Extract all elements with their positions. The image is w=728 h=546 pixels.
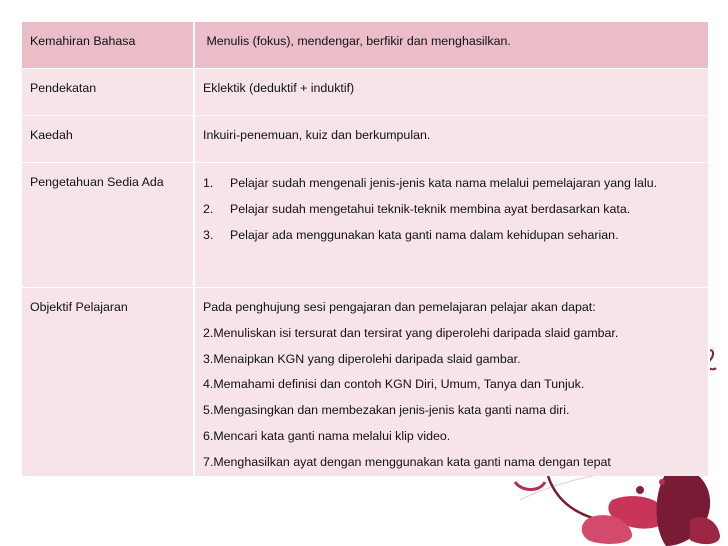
row-label-kemahiran-bahasa: Kemahiran Bahasa	[22, 22, 195, 69]
prior-knowledge-list	[203, 170, 700, 248]
lesson-plan-table	[22, 22, 710, 476]
list-number: 2.	[203, 202, 214, 216]
list-number: 1.	[203, 176, 214, 190]
objective-line: 3.Menaipkan KGN yang diperolehi daripada slaid gambar.	[203, 351, 521, 366]
objective-line: 5.Mengasingkan dan membezakan jenis-jenis kata ganti nama diri.	[203, 403, 570, 418]
list-text: Pelajar sudah mengenali jenis-jenis kata nama melalui pemelajaran yang lalu.	[230, 176, 658, 190]
list-text: Pelajar sudah mengetahui teknik-teknik membina ayat berdasarkan kata.	[230, 202, 631, 216]
row-value-kaedah: Inkuiri-penemuan, kuiz dan berkumpulan.	[195, 116, 710, 163]
list-item	[203, 170, 700, 196]
table-row	[22, 69, 710, 116]
row-label-objektif-pelajaran: Objektif Pelajaran	[22, 288, 195, 476]
row-value-kemahiran-bahasa	[195, 22, 710, 69]
list-item	[203, 196, 700, 222]
row-label-kaedah: Kaedah	[22, 116, 195, 163]
row-value-pengetahuan-sedia-ada	[195, 163, 710, 288]
objective-line: 6.Mencari kata ganti nama melalui klip video.	[203, 428, 451, 443]
objective-line: 4.Memahami definisi dan contoh KGN Diri, Umum, Tanya dan Tunjuk.	[203, 377, 585, 392]
row-value-objektif-pelajaran	[195, 288, 710, 476]
list-item	[203, 222, 700, 248]
table-row	[22, 288, 710, 476]
table-row	[22, 116, 710, 163]
row-label-pendekatan: Pendekatan	[22, 69, 195, 116]
list-number: 3.	[203, 228, 214, 242]
value-text: Menulis (fokus), mendengar, berfikir dan menghasilkan.	[203, 34, 511, 48]
row-value-pendekatan: Eklektik (deduktif + induktif)	[195, 69, 710, 116]
table-row	[22, 22, 710, 69]
objective-line: 2.Menuliskan isi tersurat dan tersirat yang diperolehi daripada slaid gambar.	[203, 325, 619, 340]
list-text: Pelajar ada menggunakan kata ganti nama dalam kehidupan seharian.	[230, 228, 619, 242]
objective-line: Pada penghujung sesi pengajaran dan pemelajaran pelajar akan dapat:	[203, 300, 596, 314]
table-row	[22, 163, 710, 288]
row-label-pengetahuan-sedia-ada: Pengetahuan Sedia Ada	[22, 163, 195, 288]
objective-line: 7.Menghasilkan ayat dengan menggunakan kata ganti nama dengan tepat	[203, 454, 611, 469]
